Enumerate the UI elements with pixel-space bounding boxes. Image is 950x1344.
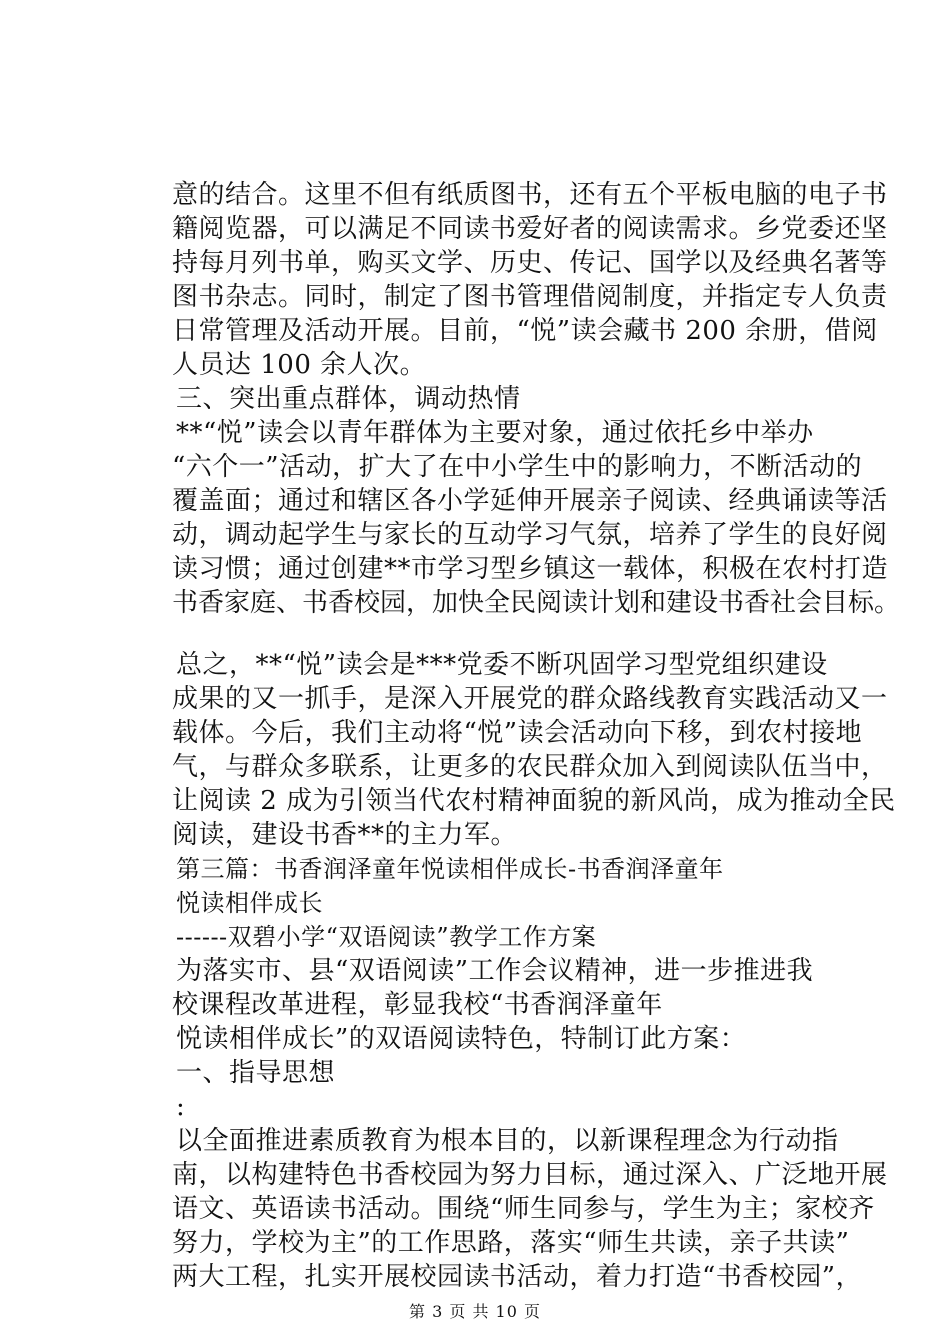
text-line-2: 籍阅览器，可以满足不同读书爱好者的阅读需求。乡党委还坚 (172, 214, 888, 244)
section-heading-3: 三、突出重点群体，调动热情 (176, 384, 521, 414)
text-line-23: 为落实市、县“双语阅读”工作会议精神，进一步推进我 (176, 956, 814, 986)
text-line-19: 阅读，建设书香**的主力军。 (172, 820, 518, 850)
text-line-15: 成果的又一抓手，是深入开展党的群众路线教育实践活动又一 (172, 684, 888, 714)
text-line-4: 图书杂志。同时，制定了图书管理借阅制度，并指定专人负责 (172, 282, 888, 312)
page-number-footer: 第 3 页 共 10 页 (409, 1302, 541, 1321)
text-line-12: 读习惯；通过创建**市学习型乡镇这一载体，积极在农村打造 (172, 554, 889, 584)
text-line-9: “六个一”活动，扩大了在中小学生中的影响力，不断活动的 (172, 452, 863, 482)
text-line-24: 校课程改革进程，彰显我校“书香润泽童年 (172, 990, 663, 1020)
chapter-title: 第三篇：书香润泽童年悦读相伴成长-书香润泽童年 (176, 855, 724, 883)
text-line-29: 南，以构建特色书香校园为努力目标，通过深入、广泛地开展 (172, 1160, 888, 1190)
text-line-1: 意的结合。这里不但有纸质图书，还有五个平板电脑的电子书 (172, 180, 888, 210)
text-line-32: 两大工程，扎实开展校园读书活动，着力打造“书香校园”， (172, 1262, 863, 1292)
text-line-8: **“悦”读会以青年群体为主要对象，通过依托乡中举办 (176, 418, 814, 448)
text-line-30: 语文、英语读书活动。围绕“师生同参与，学生为主；家校齐 (172, 1194, 875, 1224)
text-line-5: 日常管理及活动开展。目前，“悦”读会藏书 200 余册，借阅 (172, 316, 878, 346)
text-line-17: 气，与群众多联系，让更多的农民群众加入到阅读队伍当中， (172, 752, 888, 782)
text-line-16: 载体。今后，我们主动将“悦”读会活动向下移，到农村接地 (172, 718, 863, 748)
colon-line: : (176, 1092, 186, 1122)
chapter-title-continued: 悦读相伴成长 (176, 889, 323, 917)
text-line-31: 努力，学校为主”的工作思路，落实“师生共读，亲子共读” (172, 1228, 850, 1258)
text-line-3: 持每月列书单，购买文学、历史、传记、国学以及经典名著等 (172, 248, 888, 278)
text-line-18: 让阅读 2 成为引领当代农村精神面貌的新风尚，成为推动全民 (172, 786, 896, 816)
text-line-28: 以全面推进素质教育为根本目的，以新课程理念为行动指 (176, 1126, 839, 1156)
section-heading-1: 一、指导思想 (176, 1058, 336, 1088)
text-line-13: 书香家庭、书香校园，加快全民阅读计划和建设书香社会目标。 (172, 588, 901, 618)
text-line-11: 动，调动起学生与家长的互动学习气氛，培养了学生的良好阅 (172, 520, 888, 550)
text-line-10: 覆盖面；通过和辖区各小学延伸开展亲子阅读、经典诵读等活 (172, 486, 888, 516)
text-line-14: 总之，**“悦”读会是***党委不断巩固学习型党组织建设 (176, 650, 828, 680)
text-line-25: 悦读相伴成长”的双语阅读特色，特制订此方案： (176, 1024, 747, 1054)
text-line-6: 人员达 100 余人次。 (172, 350, 427, 380)
chapter-subtitle: ------双碧小学“双语阅读”教学工作方案 (176, 923, 597, 951)
